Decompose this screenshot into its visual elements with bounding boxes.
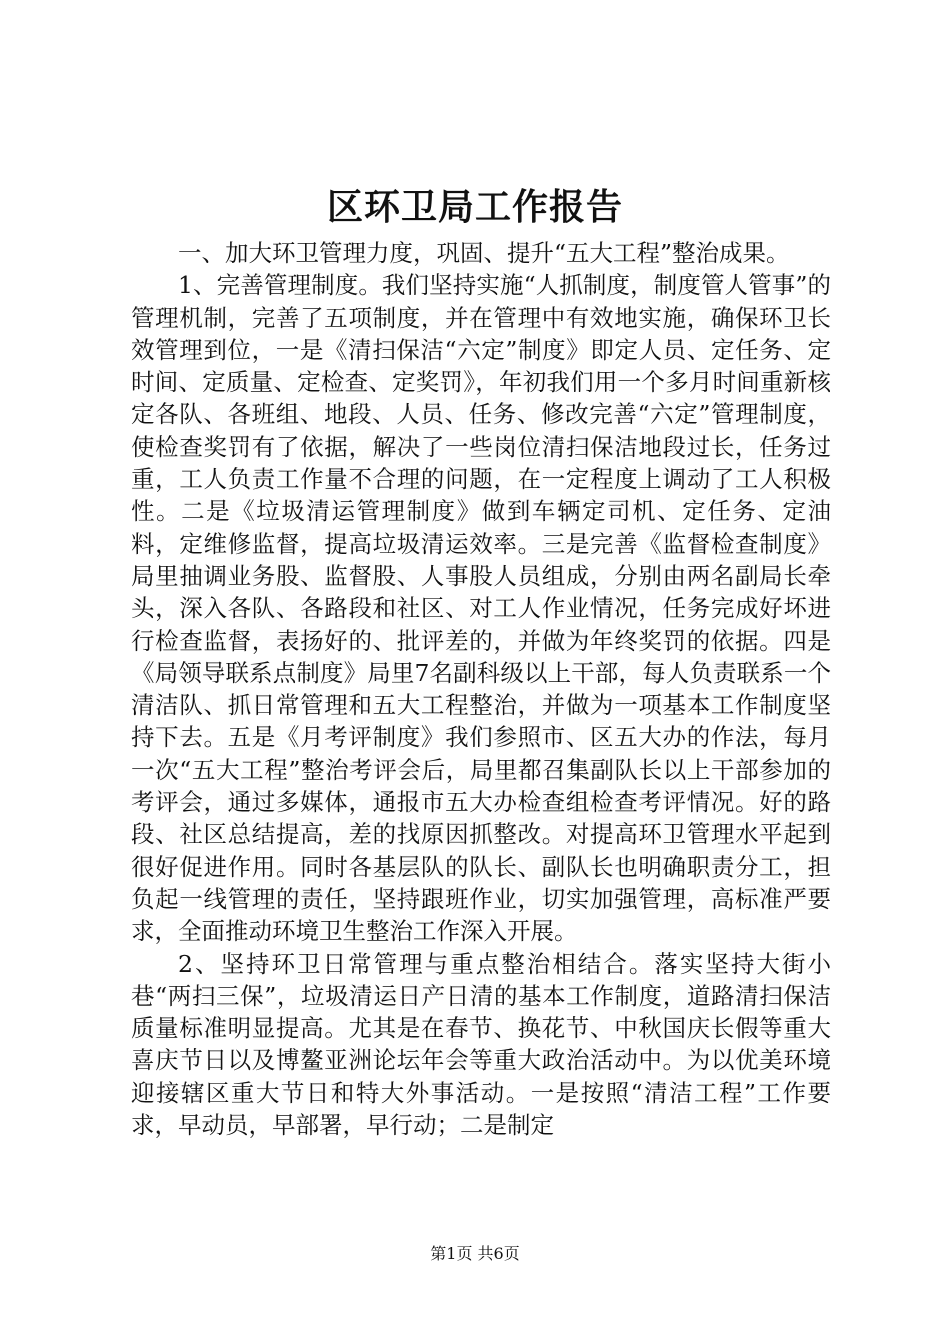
document-title: 区环卫局工作报告 <box>326 186 623 228</box>
paragraph-daily-management: 2、坚持环卫日常管理与重点整治相结合。落实坚持大街小巷“两扫三保”，垃圾清运日产日清的基本工作制度，道路清扫保洁质量标准明显提高。尤其是在春节、换花节、中秋国庆长假等重大喜庆节日以及博鳌亚洲论坛年会等重大政治活动中。为以优美环境迎接辖区重大节日和特大外事活动。一是按照“清洁工程”工作要求，早动员，早部署，早行动；二是制定 <box>131 949 831 1140</box>
document-body <box>131 237 831 1141</box>
page-number-footer: 第1页 共6页 <box>430 1244 520 1263</box>
paragraph-management-system: 1、完善管理制度。我们坚持实施“人抓制度，制度管人管事”的管理机制，完善了五项制度，并在管理中有效地实施，确保环卫长效管理到位，一是《清扫保洁“六定”制度》即定人员、定任务、定时间、定质量、定检查、定奖罚》，年初我们用一个多月时间重新核定各队、各班组、地段、人员、任务、修改完善“六定”管理制度，使检查奖罚有了依据，解决了一些岗位清扫保洁地段过长，任务过重，工人负责工作量不合理的问题，在一定程度上调动了工人积极性。二是《垃圾清运管理制度》做到车辆定司机、定任务、定油料，定维修监督，提高垃圾清运效率。三是完善《监督检查制度》局里抽调业务股、监督股、人事股人员组成，分别由两名副局长牵头，深入各队、各路段和社区、对工人作业情况，任务完成好坏进行检查监督，表扬好的、批评差的，并做为年终奖罚的依据。四是《局领导联系点制度》局里7名副科级以上干部，每人负责联系一个清洁队、抓日常管理和五大工程整治，并做为一项基本工作制度坚持下去。五是《月考评制度》我们参照市、区五大办的作法，每月一次“五大工程”整治考评会后，局里都召集副队长以上干部参加的考评会，通过多媒体，通报市五大办检查组检查考评情况。好的路段、社区总结提高，差的找原因抓整改。对提高环卫管理水平起到很好促进作用。同时各基层队的队长、副队长也明确职责分工，担负起一线管理的责任，坚持跟班作业，切实加强管理，高标准严要求，全面推动环境卫生整治工作深入开展。 <box>131 271 831 946</box>
paragraph-section-heading: 一、加大环卫管理力度，巩固、提升“五大工程”整治成果。 <box>178 239 790 267</box>
